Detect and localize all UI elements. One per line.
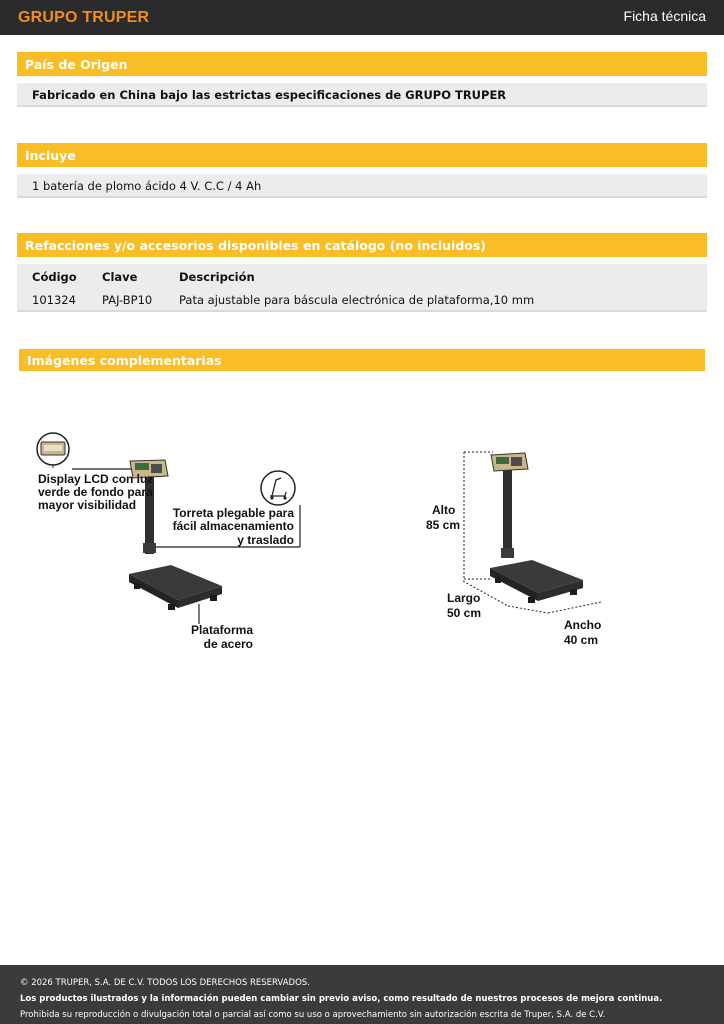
label-turret-1: Torreta plegable para	[172, 506, 294, 520]
label-height: Alto	[432, 503, 456, 517]
origin-text: Fabricado en China bajo las estrictas especificaciones de GRUPO TRUPER	[17, 83, 707, 107]
label-turret-2: fácil almacenamiento	[172, 519, 294, 533]
scale-illustration-left	[37, 433, 300, 651]
label-height-value: 85 cm	[426, 518, 461, 532]
footer	[0, 965, 724, 1024]
column-header-key: Clave	[102, 270, 138, 284]
top-bar	[0, 0, 724, 35]
label-width: Ancho	[564, 618, 602, 632]
label-display-3: mayor visibilidad	[38, 498, 137, 512]
scale-illustration-right	[426, 452, 601, 647]
includes-text: 1 batería de plomo ácido 4 V. C.C / 4 Ah	[17, 174, 707, 198]
product-images	[0, 380, 724, 670]
turret-icon	[261, 471, 295, 505]
section-header-images: Imágenes complementarias	[19, 349, 705, 371]
brand-logo: GRUPO TRUPER	[18, 9, 150, 26]
display-icon	[37, 433, 69, 465]
label-length-value: 50 cm	[447, 606, 482, 620]
label-platform-2: de acero	[203, 637, 253, 651]
label-length: Largo	[447, 591, 481, 605]
document-type: Ficha técnica	[623, 8, 706, 24]
label-platform-1: Plataforma	[190, 623, 253, 637]
section-header-origin: País de Origen	[17, 52, 707, 76]
label-display-2: verde de fondo para	[38, 485, 153, 499]
section-header-includes: Incluye	[17, 143, 707, 167]
column-header-description: Descripción	[179, 270, 255, 284]
footer-legal: Prohibida su reproducción o divulgación total o parcial así como su uso o aprovechamiento sin autorización escrita de Truper, S.A. de C.V.	[20, 1010, 606, 1020]
label-display-1: Display LCD con luz	[38, 472, 154, 486]
column-header-code: Código	[32, 270, 77, 284]
cell-code: 101324	[32, 293, 76, 307]
label-turret-3: y traslado	[237, 533, 294, 547]
cell-description: Pata ajustable para báscula electrónica de plataforma,10 mm	[179, 293, 535, 307]
accessories-table	[17, 264, 707, 312]
footer-copyright: © 2026 TRUPER, S.A. DE C.V. TODOS LOS DERECHOS RESERVADOS.	[20, 978, 310, 988]
label-width-value: 40 cm	[564, 633, 599, 647]
cell-key: PAJ-BP10	[102, 293, 153, 307]
section-header-accessories: Refacciones y/o accesorios disponibles en catálogo (no incluidos)	[17, 233, 707, 257]
footer-notice: Los productos ilustrados y la información pueden cambiar sin previo aviso, como resultado de nuestros procesos de mejora continua.	[20, 994, 663, 1004]
